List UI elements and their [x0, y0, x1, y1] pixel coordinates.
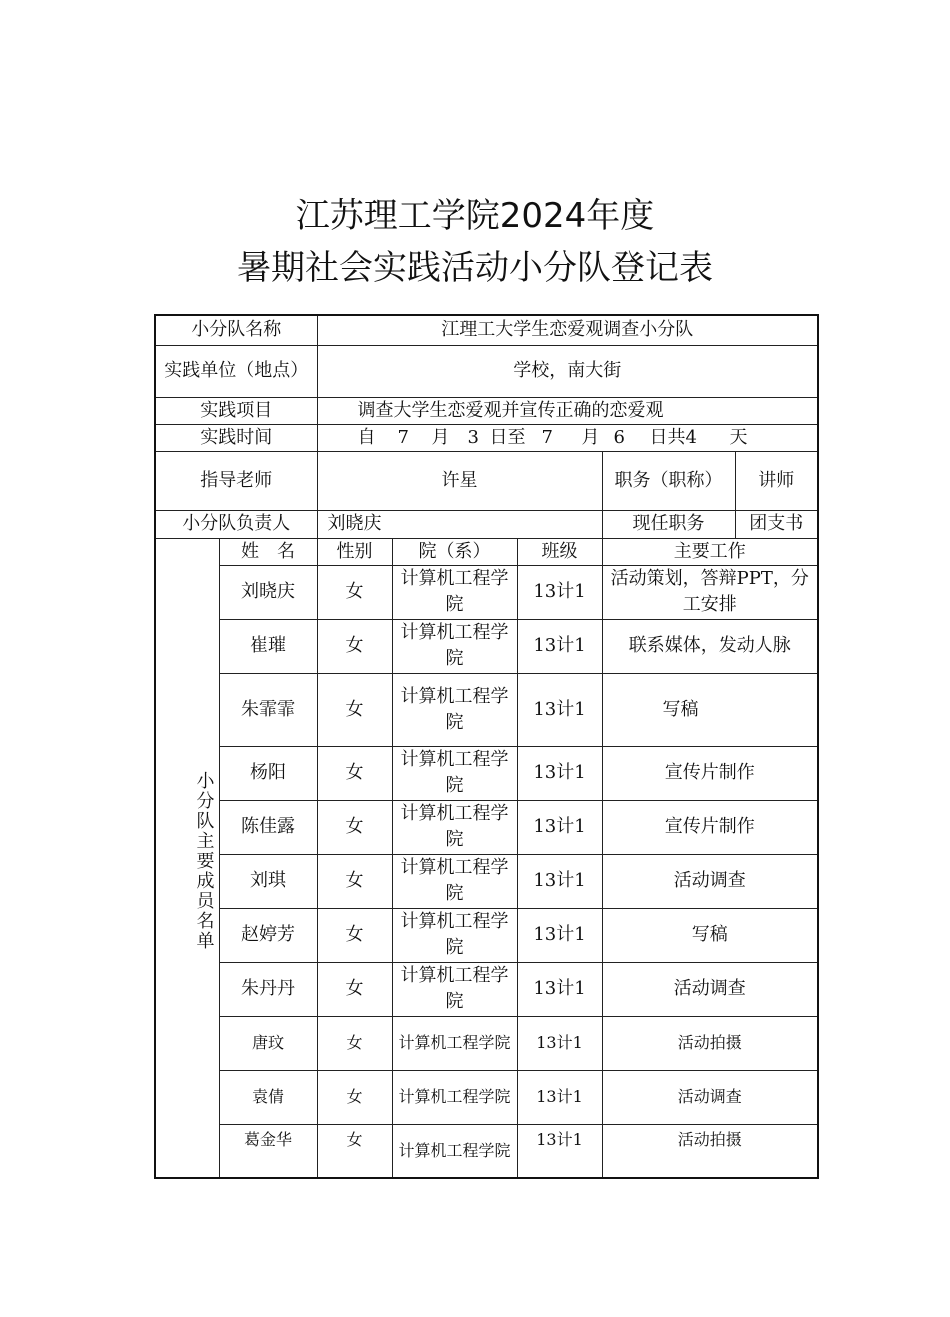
member-class: 13计1: [517, 619, 602, 673]
member-dept: 计算机工程学院: [392, 1124, 517, 1178]
registration-table: [154, 314, 819, 1179]
advisor-title-cell: [602, 451, 818, 510]
member-work: 联系媒体，发动人脉: [602, 619, 818, 673]
member-gender: 女: [317, 1070, 392, 1124]
member-name: 崔璀: [219, 619, 317, 673]
project-value: 调查大学生恋爱观并宣传正确的恋爱观: [317, 397, 818, 424]
unit-value: 学校，南大街: [317, 345, 818, 397]
advisor-row: [155, 451, 818, 510]
member-name: 朱霏霏: [219, 673, 317, 746]
member-dept: 计算机工程学院: [392, 908, 517, 962]
document-title-line2: 暑期社会实践活动小分队登记表: [237, 248, 713, 288]
member-dept: 计算机工程学院: [392, 1070, 517, 1124]
member-dept: 计算机工程学院: [392, 962, 517, 1016]
member-class: 13计1: [517, 565, 602, 619]
leader-value: 刘晓庆: [317, 510, 602, 538]
member-dept: 计算机工程学院: [392, 746, 517, 800]
table-row: [155, 565, 818, 619]
member-name: 唐玟: [219, 1016, 317, 1070]
member-gender: 女: [317, 854, 392, 908]
title-value: 讲师: [758, 469, 795, 491]
advisor-value: 许星: [317, 451, 602, 510]
member-name: 陈佳露: [219, 800, 317, 854]
member-work: 活动调查: [602, 854, 818, 908]
table-row: [155, 854, 818, 908]
member-work: 活动策划，答辩PPT，分工安排: [602, 565, 818, 619]
member-gender: 女: [317, 800, 392, 854]
member-name: 葛金华: [219, 1124, 317, 1178]
member-dept: 计算机工程学院: [392, 673, 517, 746]
month-unit: 月: [431, 426, 450, 448]
member-gender: 女: [317, 673, 392, 746]
member-work: 宣传片制作: [602, 746, 818, 800]
member-gender: 女: [317, 746, 392, 800]
member-dept: 计算机工程学院: [392, 1016, 517, 1070]
project-row: [155, 397, 818, 424]
table-row: [155, 673, 818, 746]
project-label: 实践项目: [155, 397, 317, 424]
member-dept: 计算机工程学院: [392, 800, 517, 854]
member-work: 活动调查: [602, 1070, 818, 1124]
end-day: 6: [613, 426, 625, 448]
member-class: 13计1: [517, 908, 602, 962]
document-title-line1: 江苏理工学院2024年度: [295, 196, 655, 236]
member-gender: 女: [317, 565, 392, 619]
table-row: [155, 746, 818, 800]
member-name: 袁倩: [219, 1070, 317, 1124]
position-value: 团支书: [749, 513, 804, 534]
header-gender: 性别: [317, 538, 392, 565]
member-gender: 女: [317, 1124, 392, 1178]
member-work: 写稿: [602, 908, 818, 962]
member-gender: 女: [317, 962, 392, 1016]
team-name-row: [155, 315, 818, 345]
table-row: [155, 1070, 818, 1124]
member-work: 活动拍摄: [602, 1124, 818, 1178]
member-dept: 计算机工程学院: [392, 619, 517, 673]
member-work: 宣传片制作: [602, 800, 818, 854]
member-class: 13计1: [517, 962, 602, 1016]
member-gender: 女: [317, 619, 392, 673]
member-gender: 女: [317, 908, 392, 962]
member-name: 朱丹丹: [219, 962, 317, 1016]
title-label: 职务（职称）: [603, 452, 736, 510]
unit-row: [155, 345, 818, 397]
table-row: [155, 962, 818, 1016]
position-cell: [602, 510, 818, 538]
members-section-label: 小分队主要成员名单: [155, 538, 219, 1178]
member-gender: 女: [317, 1016, 392, 1070]
table-row: [155, 619, 818, 673]
member-dept: 计算机工程学院: [392, 854, 517, 908]
member-class: 13计1: [517, 746, 602, 800]
members-header-row: [155, 538, 818, 565]
time-value: [317, 424, 818, 451]
time-from: 自: [357, 426, 376, 448]
member-work: 写稿: [602, 673, 818, 746]
member-class: 13计1: [517, 1124, 602, 1178]
leader-label: 小分队负责人: [155, 510, 317, 538]
header-dept: 院（系）: [392, 538, 517, 565]
time-row: [155, 424, 818, 451]
total-days: 日共4: [649, 426, 697, 448]
leader-row: [155, 510, 818, 538]
team-name-value: 江理工大学生恋爱观调查小分队: [317, 315, 818, 345]
end-month: 7: [541, 426, 553, 448]
table-row: [155, 908, 818, 962]
header-class: 班级: [517, 538, 602, 565]
member-work: 活动拍摄: [602, 1016, 818, 1070]
member-name: 杨阳: [219, 746, 317, 800]
member-work: 活动调查: [602, 962, 818, 1016]
member-dept: 计算机工程学院: [392, 565, 517, 619]
member-class: 13计1: [517, 800, 602, 854]
member-class: 13计1: [517, 673, 602, 746]
member-class: 13计1: [517, 1070, 602, 1124]
month-unit-2: 月: [581, 426, 600, 448]
table-row: [155, 1016, 818, 1070]
member-name: 刘晓庆: [219, 565, 317, 619]
position-label: 现任职务: [603, 511, 736, 538]
member-class: 13计1: [517, 854, 602, 908]
member-name: 刘琪: [219, 854, 317, 908]
member-class: 13计1: [517, 1016, 602, 1070]
table-row: [155, 800, 818, 854]
time-label: 实践时间: [155, 424, 317, 451]
header-work: 主要工作: [602, 538, 818, 565]
day-to: 日至: [489, 426, 526, 448]
advisor-label: 指导老师: [155, 451, 317, 510]
day-unit: 天: [729, 426, 748, 448]
unit-label: 实践单位（地点）: [155, 345, 317, 397]
start-day: 3: [467, 426, 479, 448]
team-name-label: 小分队名称: [155, 315, 317, 345]
start-month: 7: [397, 426, 409, 448]
member-name: 赵婷芳: [219, 908, 317, 962]
table-row: [155, 1124, 818, 1178]
header-name: 姓 名: [219, 538, 317, 565]
